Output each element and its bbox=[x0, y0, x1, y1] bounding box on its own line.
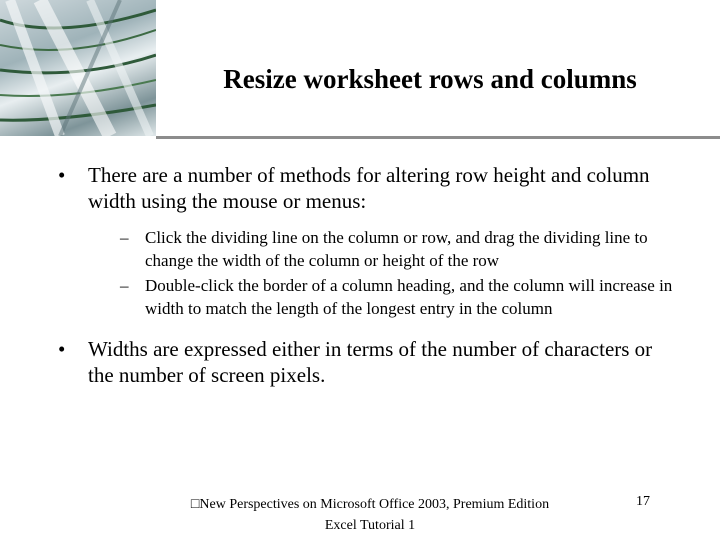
title-divider bbox=[156, 136, 720, 139]
bullet-item bbox=[58, 162, 678, 214]
footer bbox=[160, 494, 580, 536]
page-number: 17 bbox=[636, 494, 650, 509]
sub-bullet-item bbox=[120, 226, 678, 272]
slide-title: Resize worksheet rows and columns bbox=[223, 64, 637, 94]
slide-content bbox=[58, 162, 678, 400]
header-photo bbox=[0, 0, 156, 136]
sub-bullet-text: Click the dividing line on the column or row, and drag the dividing line to change the width of the column or height of the row bbox=[145, 228, 648, 270]
sub-bullet-item bbox=[120, 274, 678, 320]
sub-bullet-marker: – bbox=[120, 276, 129, 295]
bullet-marker: • bbox=[58, 337, 66, 361]
footer-line-1: New Perspectives on Microsoft Office 2003, Premium Edition bbox=[199, 497, 550, 512]
bullet-item bbox=[58, 336, 678, 388]
footer-line-2: Excel Tutorial 1 bbox=[324, 518, 416, 533]
bullet-text: There are a number of methods for altering row height and column width using the mouse or menus: bbox=[88, 163, 650, 213]
bullet-text: Widths are expressed either in terms of the number of characters or the number of screen pixels. bbox=[88, 337, 653, 387]
sub-bullet-text: Double-click the border of a column heading, and the column will increase in width to match the length of the longest entry in the column bbox=[145, 276, 673, 318]
bullet-marker: • bbox=[58, 163, 66, 187]
sub-bullet-marker: – bbox=[120, 228, 129, 247]
footer-glyph: □ bbox=[190, 497, 200, 512]
